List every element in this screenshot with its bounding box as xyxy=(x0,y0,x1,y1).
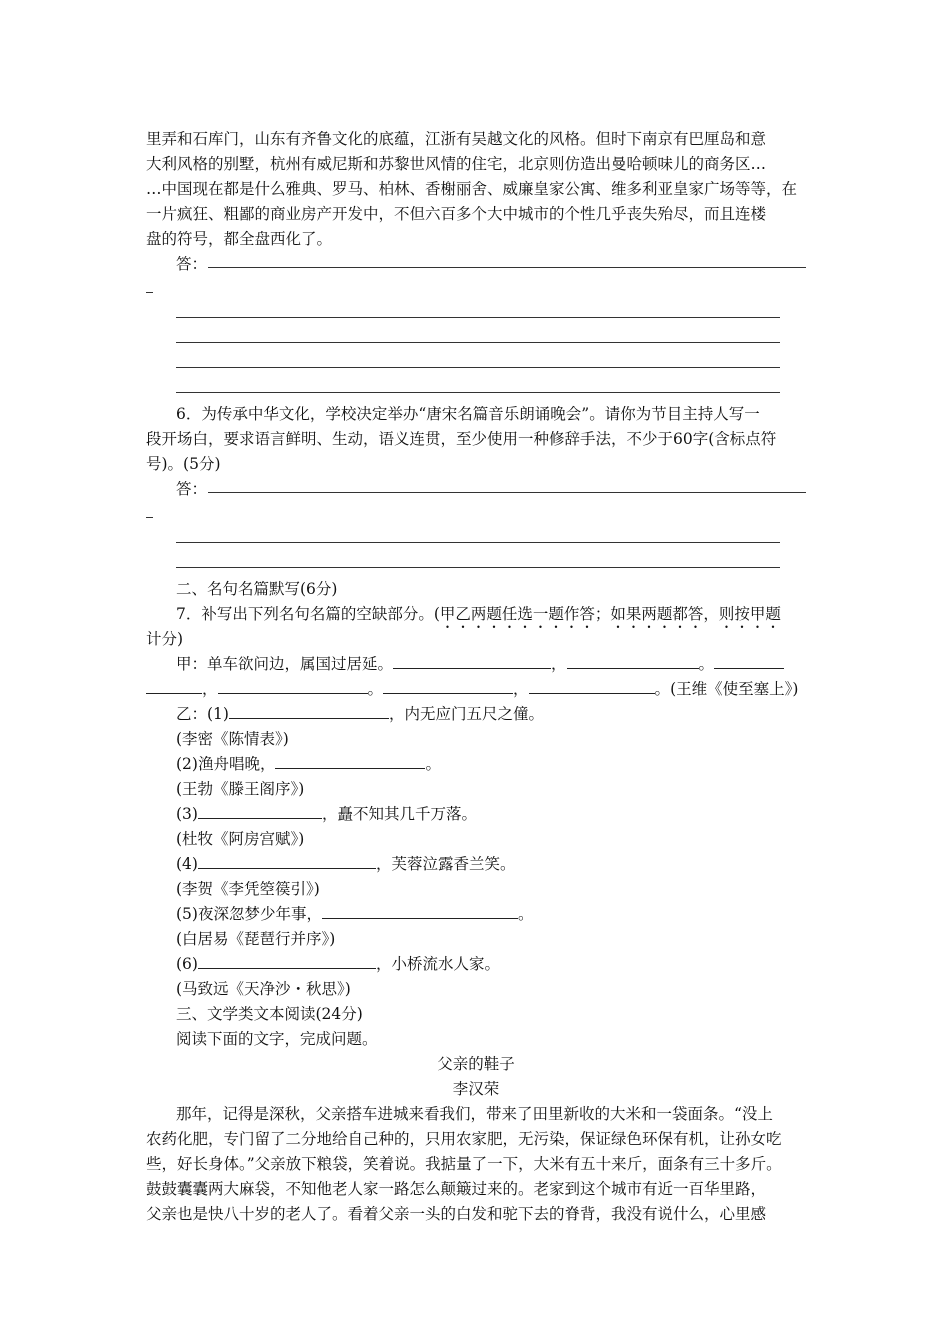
blank[interactable] xyxy=(198,953,376,969)
article-author: 李汉荣 xyxy=(452,1080,500,1098)
article-body-line: 父亲也是快八十岁的老人了。看着父亲一头的白发和驼下去的脊背，我没有说什么，心里感 xyxy=(146,1205,767,1223)
yi-3-num: (3) xyxy=(176,805,198,823)
article-body-line: 鼓鼓囊囊两大麻袋，不知他老人家一路怎么颠簸过来的。老家到这个城市有近一百华里路， xyxy=(146,1180,767,1198)
punct: 。 xyxy=(654,680,671,698)
answer-line-stub xyxy=(146,292,153,293)
punct: 。 xyxy=(517,905,534,923)
punct: ， xyxy=(513,680,529,698)
passage-line: 大利风格的别墅，杭州有威尼斯和苏黎世风情的住宅，北京则仿造出曼哈顿味儿的商务区… xyxy=(146,155,767,173)
article-body-line: 那年，记得是深秋，父亲搭车进城来看我们，带来了田里新收的大米和一袋面条。“没上 xyxy=(176,1105,773,1123)
yi-4-source: (李贺《李凭箜篌引》) xyxy=(176,880,320,898)
yi-6-source: (马致远《天净沙・秋思》) xyxy=(176,980,351,998)
yi-4-text: ，芙蓉泣露香兰笑。 xyxy=(375,855,516,873)
blank[interactable] xyxy=(322,903,518,919)
jia-line xyxy=(176,653,784,675)
yi-5-source: (白居易《琵琶行并序》) xyxy=(176,930,336,948)
question-6-line: 号)。(5分) xyxy=(146,455,221,473)
yi-5-text: (5)夜深忽梦少年事， xyxy=(176,905,322,923)
yi-6-line xyxy=(176,953,500,975)
yi-3-text: ，矗不知其几千万落。 xyxy=(321,805,477,823)
yi-1-source: (李密《陈情表》) xyxy=(176,730,289,748)
yi-5-line xyxy=(176,903,533,925)
answer-line-stub xyxy=(146,517,153,518)
answer-line[interactable] xyxy=(176,542,780,543)
answer-line[interactable] xyxy=(208,267,806,268)
passage-line: 盘的符号，都全盘西化了。 xyxy=(146,230,333,248)
blank[interactable] xyxy=(146,678,202,694)
yi-2-line xyxy=(176,753,441,775)
question-7-prefix: 7．补写出下列名句名篇的空缺部分。( xyxy=(176,605,440,623)
article-title: 父亲的鞋子 xyxy=(437,1055,515,1073)
blank[interactable] xyxy=(229,703,389,719)
passage-line: …中国现在都是什么雅典、罗马、柏林、香榭丽舍、威廉皇家公寓、维多利亚皇家广场等等，在 xyxy=(146,180,798,198)
blank[interactable] xyxy=(218,678,368,694)
yi-3-line xyxy=(176,803,477,825)
answer-line[interactable] xyxy=(176,367,780,368)
blank[interactable] xyxy=(383,678,513,694)
punct: ， xyxy=(551,655,567,673)
question-7-line xyxy=(176,603,781,632)
answer-line[interactable] xyxy=(176,567,780,568)
yi-1-text: ，内无应门五尺之僮。 xyxy=(388,705,544,723)
section-2-heading: 二、名句名篇默写(6分) xyxy=(176,580,338,598)
answer-line[interactable] xyxy=(176,342,780,343)
blank[interactable] xyxy=(529,678,655,694)
yi-label: 乙：(1) xyxy=(176,705,229,723)
blank[interactable] xyxy=(714,653,784,669)
punct: 。 xyxy=(367,680,384,698)
punct: 。 xyxy=(425,755,441,773)
article-body-line: 农药化肥，专门留了二分地给自己种的，只用农家肥，无污染，保证绿色环保有机，让孙女吃 xyxy=(146,1130,782,1148)
answer-label: 答： xyxy=(176,480,208,498)
reading-instruction: 阅读下面的文字，完成问题。 xyxy=(176,1030,378,1048)
answer-label: 答： xyxy=(176,255,208,273)
yi-2-text: (2)渔舟唱晚， xyxy=(176,755,276,773)
passage-line: 里弄和石库门，山东有齐鲁文化的底蕴，江浙有吴越文化的风格。但时下南京有巴厘岛和意 xyxy=(146,130,767,148)
question-7-line-2: 计分) xyxy=(146,630,184,648)
blank[interactable] xyxy=(198,803,322,819)
yi-3-source: (杜牧《阿房宫赋》) xyxy=(176,830,305,848)
answer-line[interactable] xyxy=(176,317,780,318)
article-body-line: 些，好长身体。”父亲放下粮袋，笑着说。我掂量了一下，大米有五十来斤，面条有三十多斤。 xyxy=(146,1155,782,1173)
answer-line[interactable] xyxy=(208,492,806,493)
passage-line: 一片疯狂、粗鄙的商业房产开发中，不但六百多个大中城市的个性几乎丧失殆尽，而且连楼 xyxy=(146,205,767,223)
blank[interactable] xyxy=(275,753,425,769)
yi-6-text: ，小桥流水人家。 xyxy=(375,955,500,973)
punct: 。 xyxy=(698,655,715,673)
answer-line[interactable] xyxy=(176,392,780,393)
jia-source: (王维《使至塞上》) xyxy=(670,680,799,698)
question-6-line: 6．为传承中华文化，学校决定举办“唐宋名篇音乐朗诵晚会”。请你为节目主持人写一 xyxy=(176,405,760,423)
jia-line-2 xyxy=(146,678,798,700)
yi-2-source: (王勃《滕王阁序》) xyxy=(176,780,305,798)
section-3-heading: 三、文学类文本阅读(24分) xyxy=(176,1005,363,1023)
yi-4-num: (4) xyxy=(176,855,198,873)
blank[interactable] xyxy=(393,653,551,669)
yi-4-line xyxy=(176,853,515,875)
question-6-line: 段开场白，要求语言鲜明、生动，语义连贯，至少使用一种修辞手法，不少于60字(含标点符 xyxy=(146,430,777,448)
yi-6-num: (6) xyxy=(176,955,198,973)
punct: ， xyxy=(202,680,218,698)
yi-1-line xyxy=(176,703,544,725)
question-7-emphasis: 甲乙两题任选一题作答；如果两题都答，则按甲题 xyxy=(439,605,781,623)
blank[interactable] xyxy=(198,853,376,869)
jia-label: 甲：单车欲问边，属国过居延。 xyxy=(176,655,394,673)
blank[interactable] xyxy=(567,653,699,669)
